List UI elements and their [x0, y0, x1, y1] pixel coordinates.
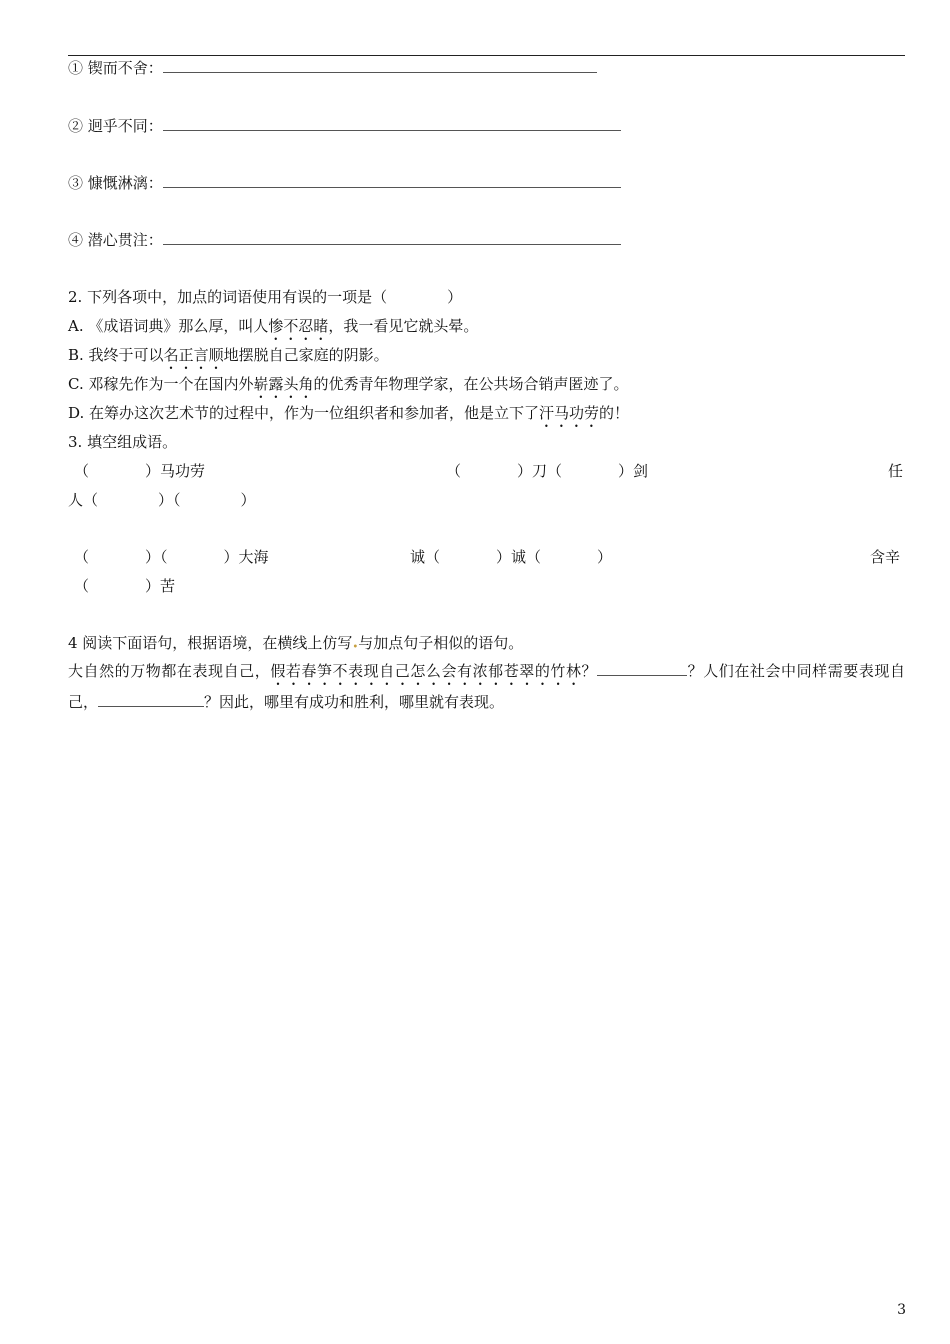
q3-idiom-5	[410, 547, 612, 567]
q2-option-d-prefix: D. 在筹办这次艺术节的过程中，作为一位组织者和参加者，他是立下了	[68, 404, 540, 422]
q2-option-d	[68, 403, 629, 431]
q3-idiom-2-open: （	[446, 462, 462, 480]
q1-item-4	[68, 230, 621, 250]
q3-idiom-6-head: 含辛	[870, 548, 901, 566]
q4-paragraph	[68, 658, 905, 716]
header-rule	[68, 55, 905, 56]
q3-idiom-4-mid: ）（	[145, 548, 168, 566]
q3-idiom-2-tail: ）剑	[618, 462, 649, 480]
q3-idiom-2-mid: ）刀（	[517, 462, 563, 480]
q3-idiom-4-tail: ）大海	[223, 548, 269, 566]
q3-idiom-1-tail: ）马功劳	[145, 462, 206, 480]
q3-idiom-6-open: （	[74, 577, 90, 595]
q1-item-3-label: ③ 慷慨淋漓：	[68, 174, 163, 192]
q1-item-1	[68, 58, 597, 78]
q2-option-a-suffix: ，我一看见它就头晕。	[328, 317, 479, 335]
q2-option-c	[68, 374, 629, 402]
q2-option-b	[68, 345, 389, 373]
q1-item-3	[68, 173, 621, 193]
q3-idiom-3-tail: 人（ ）（ ）	[68, 491, 256, 509]
q4-stem	[68, 633, 523, 656]
dot-icon: •	[352, 642, 359, 653]
q1-item-1-label: ① 锲而不舍：	[68, 59, 163, 77]
q3-idiom-2	[446, 461, 648, 481]
q4-stem-b: 与加点句子相似的语句。	[358, 634, 524, 652]
q3-idiom-4	[74, 547, 269, 567]
q1-item-3-blank[interactable]	[163, 173, 621, 188]
q2-option-b-suffix: 地摆脱自己家庭的阴影。	[223, 346, 389, 364]
q3-idiom-5-tail: ）	[597, 548, 613, 566]
q3-idiom-1	[74, 461, 205, 481]
q4-stem-a: 4 阅读下面语句，根据语境，在横线上仿写	[68, 634, 353, 652]
page-number: 3	[897, 1302, 906, 1318]
q2-option-d-dotted: 汗马功劳	[539, 404, 600, 422]
q1-item-4-label: ④ 潜心贯注：	[68, 231, 163, 249]
q3-idiom-1-open: （	[74, 462, 90, 480]
q1-item-2-label: ② 迥乎不同：	[68, 117, 163, 135]
q4-blank-1[interactable]	[597, 661, 687, 676]
q4-para-b: ？人们在社会中同样需要表现自己，	[68, 662, 905, 711]
q2-option-b-dotted: 名正言顺	[163, 346, 224, 364]
q3-idiom-4-open: （	[74, 548, 90, 566]
q1-item-2-blank[interactable]	[163, 116, 621, 131]
q3-idiom-3-head: 任	[888, 462, 904, 480]
q4-blank-2[interactable]	[98, 692, 204, 707]
q2-option-a-prefix: A. 《成语词典》那么厚，叫人	[68, 317, 269, 335]
q1-item-1-blank[interactable]	[163, 58, 597, 73]
q2-stem: 2. 下列各项中，加点的词语使用有误的一项是（ ）	[68, 288, 463, 306]
q2-option-c-suffix: 的优秀青年物理学家，在公共场合销声匿迹了。	[313, 375, 629, 393]
q3-idiom-6-tail: ）苦	[145, 577, 176, 595]
q2-option-d-suffix: 的！	[599, 404, 630, 422]
q3-idiom-5-mid: ）诚（	[496, 548, 542, 566]
q2-option-c-dotted: 崭露头角	[253, 375, 314, 393]
q3-stem: 3. 填空组成语。	[68, 433, 178, 451]
q3-idiom-5-head: 诚（	[410, 548, 441, 566]
q2-option-a-dotted: 惨不忍睹	[268, 317, 329, 335]
q2-option-a	[68, 316, 478, 344]
q3-idiom-6	[74, 576, 175, 596]
q2-option-c-prefix: C. 邓稼先作为一个在国内外	[68, 375, 254, 393]
q4-para-c: ？因此，哪里有成功和胜利，哪里就有表现。	[204, 693, 505, 711]
q4-para-a: 大自然的万物都在表现自己，	[68, 662, 271, 680]
q1-item-4-blank[interactable]	[163, 230, 621, 245]
q1-item-2	[68, 116, 621, 136]
q2-option-b-prefix: B. 我终于可以	[68, 346, 164, 364]
q4-para-dotted: 假若春笋不表现自己怎么会有浓郁苍翠的竹林？	[270, 662, 598, 680]
